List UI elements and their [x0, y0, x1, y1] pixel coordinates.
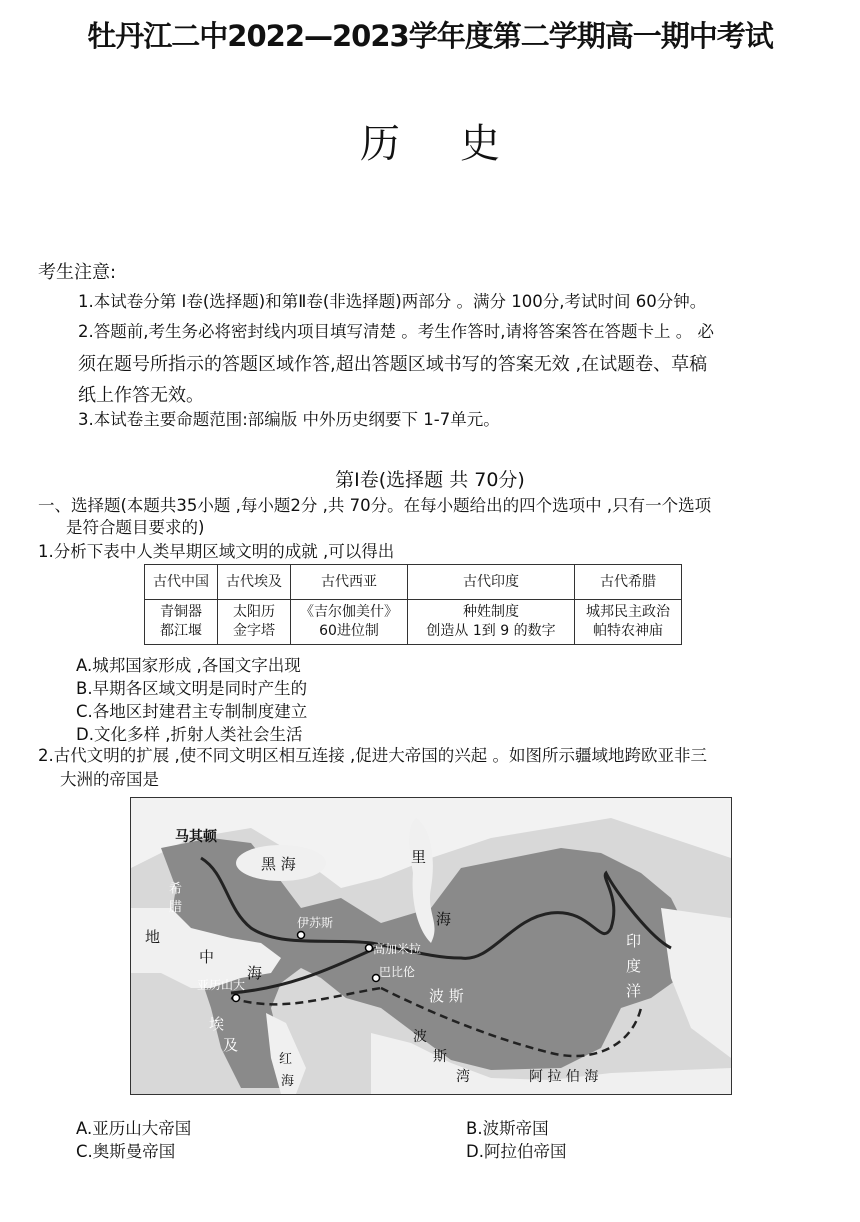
section-intro: 一、选择题(本题共35小题 ,每小题2分 ,共 70分。在每小题给出的四个选项中 ,只有一个选项	[38, 496, 712, 515]
section-title: 第Ⅰ卷(选择题 共 70分)	[335, 469, 525, 491]
q1-option-d: D.文化多样 ,折射人类社会生活	[76, 725, 303, 744]
label-gaugamela: 高加米拉	[373, 942, 422, 956]
label-persia: 波 斯	[429, 987, 464, 1005]
label-indian-2: 度	[626, 957, 642, 975]
label-greece-1: 希	[169, 882, 183, 897]
table-cell: 《吉尔伽美什》 60进位制	[291, 600, 408, 645]
label-black-sea: 黑 海	[261, 855, 296, 873]
label-greece-2: 腊	[169, 900, 183, 915]
label-issus: 伊苏斯	[297, 916, 334, 930]
q2-option-a: A.亚历山大帝国	[76, 1119, 192, 1138]
table-cell: 城邦民主政治 帕特农神庙	[575, 600, 682, 645]
subject-title: 历史	[360, 121, 560, 167]
notice-item-1: 1.本试卷分第 Ⅰ卷(选择题)和第Ⅱ卷(非选择题)两部分 。满分 100分,考试时间 60分钟。	[78, 292, 707, 311]
q2-option-c: C.奥斯曼帝国	[76, 1142, 176, 1161]
table-row	[145, 600, 682, 645]
table-header-cell: 古代希腊	[575, 565, 682, 600]
q1-table	[144, 564, 682, 645]
notice-item-2-cont: 须在题号所指示的答题区域作答,超出答题区域书写的答案无效 ,在试题卷、草稿	[78, 354, 708, 375]
table-header-cell: 古代埃及	[218, 565, 291, 600]
label-caspian-1: 里	[411, 848, 427, 866]
label-gulf-2: 斯	[433, 1049, 447, 1065]
table-header-cell: 古代中国	[145, 565, 218, 600]
label-babylon: 巴比伦	[379, 965, 416, 979]
notice-item-3: 3.本试卷主要命题范围:部编版 中外历史纲要下 1-7单元。	[78, 410, 500, 429]
label-arabian-sea: 阿 拉 伯 海	[529, 1069, 599, 1085]
label-med-3: 海	[247, 964, 263, 982]
notice-item-2-end: 纸上作答无效。	[78, 385, 204, 406]
q2-stem-cont: 大洲的帝国是	[60, 770, 159, 789]
empire-map	[130, 797, 732, 1095]
label-med-1: 地	[145, 928, 161, 946]
exam-title: 牡丹江二中2022—2023学年度第二学期高一期中考试	[87, 19, 773, 53]
label-alexandria: 亚历山大	[197, 978, 246, 992]
label-macedonia: 马其顿	[175, 829, 217, 845]
label-gulf-3: 湾	[456, 1069, 470, 1085]
table-cell: 种姓制度 创造从 1到 9 的数字	[408, 600, 575, 645]
label-indian-3: 洋	[626, 982, 642, 1000]
q1-option-a: A.城邦国家形成 ,各国文字出现	[76, 656, 301, 675]
q2-stem: 2.古代文明的扩展 ,使不同文明区相互连接 ,促进大帝国的兴起 。如图所示疆域地跨欧亚非三	[38, 746, 707, 765]
label-caspian-2: 海	[436, 910, 452, 928]
q1-option-b: B.早期各区域文明是同时产生的	[76, 679, 308, 698]
q1-option-c: C.各地区封建君主专制制度建立	[76, 702, 308, 721]
label-egypt-1: 埃	[209, 1015, 225, 1033]
table-cell: 太阳历 金字塔	[218, 600, 291, 645]
table-header-cell: 古代印度	[408, 565, 575, 600]
label-med-2: 中	[199, 948, 215, 966]
section-intro-cont: 是符合题目要求的)	[66, 518, 205, 537]
table-cell: 青铜器 都江堰	[145, 600, 218, 645]
q2-option-b: B.波斯帝国	[466, 1119, 549, 1138]
table-header-cell: 古代西亚	[291, 565, 408, 600]
label-red-sea-1: 红	[279, 1052, 293, 1067]
q1-stem: 1.分析下表中人类早期区域文明的成就 ,可以得出	[38, 542, 395, 561]
table-header-row	[145, 565, 682, 600]
notice-item-2: 2.答题前,考生务必将密封线内项目填写清楚 。考生作答时,请将答案答在答题卡上 。 必	[78, 322, 714, 341]
label-indian-1: 印	[626, 932, 642, 950]
label-egypt-2: 及	[223, 1036, 239, 1054]
label-gulf-1: 波	[413, 1029, 427, 1045]
label-red-sea-2: 海	[281, 1074, 295, 1089]
q2-option-d: D.阿拉伯帝国	[466, 1142, 567, 1161]
notice-heading: 考生注意:	[38, 262, 117, 283]
